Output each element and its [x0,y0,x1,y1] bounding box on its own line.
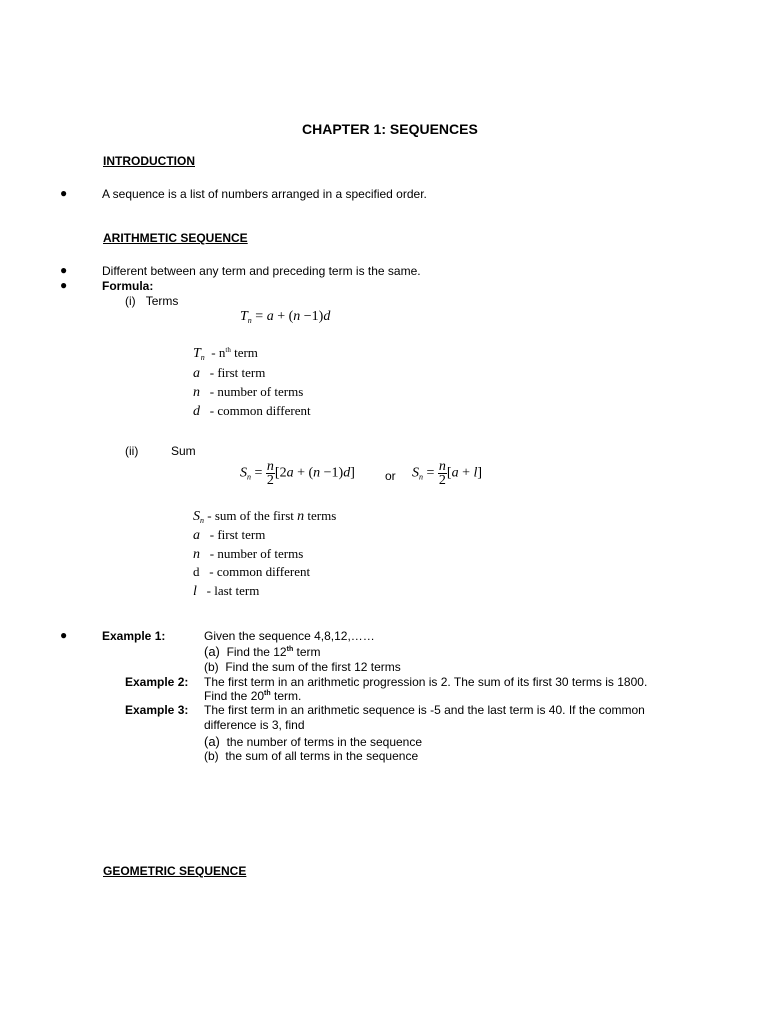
def-sum-l: l - last term [193,583,260,599]
example1-b: (b) Find the sum of the first 12 terms [204,660,401,674]
sum-formula-2: $S_n$ = $\frac{n}{2}$ [a + l] [412,459,483,488]
page-title: CHAPTER 1: SEQUENCES [302,121,478,137]
bullet-icon: ● [60,628,68,642]
terms-label [125,294,178,308]
def-sum-d: d - common different [193,564,311,579]
arith-bullet-text: Different between any term and preceding term is the same. [102,264,421,278]
terms-name: Terms [145,294,179,308]
bullet-icon: ● [60,278,68,292]
bullet-icon: ● [60,263,68,277]
intro-text: A sequence is a list of numbers arranged in a specified order. [102,187,427,201]
example2-label: Example 2: [125,675,189,689]
example3-b: (b) the sum of all terms in the sequence [204,749,419,763]
arithmetic-heading: ARITHMETIC SEQUENCE [103,231,248,245]
def-sum-n: n - number of terms [193,546,304,562]
def-d: d - common different [193,403,311,419]
sum-index: (ii) [125,444,139,458]
example1-a: (a) Find the 12th term [204,644,321,659]
example3-a: (a) the number of terms in the sequence [204,734,423,749]
def-n: n - number of terms [193,384,304,400]
example1-label: Example 1: [102,629,166,643]
term-formula: $T_n = a + (n -1)d$ [240,309,331,325]
or-text: or [385,469,396,483]
example2-line1: The first term in an arithmetic progression is 2. The sum of its first 30 terms is 1800. [204,675,648,689]
example3-line1: The first term in an arithmetic sequence is -5 and the last term is 40. If the common [204,703,645,717]
example2-line2: Find the 20th term. [204,689,302,703]
introduction-heading: INTRODUCTION [103,154,195,168]
bullet-icon: ● [60,186,68,200]
def-sn: $S_n$ - sum of the first n terms [193,508,337,525]
def-a: a - first term [193,365,266,381]
example1-text: Given the sequence 4,8,12,…… [204,629,375,643]
formula-label: Formula: [102,279,154,293]
sum-formula-1: $S_n$ = $\frac{n}{2}$ [2a + (n −1)d] [240,459,355,488]
example3-line2: difference is 3, find [204,718,305,732]
def-sum-a: a - first term [193,527,266,543]
sum-name: Sum [171,444,196,458]
terms-index: (i) [125,294,136,308]
geometric-heading: GEOMETRIC SEQUENCE [103,864,247,878]
def-tn: $T_n - n^{th}$ term [193,345,258,362]
example3-label: Example 3: [125,703,189,717]
